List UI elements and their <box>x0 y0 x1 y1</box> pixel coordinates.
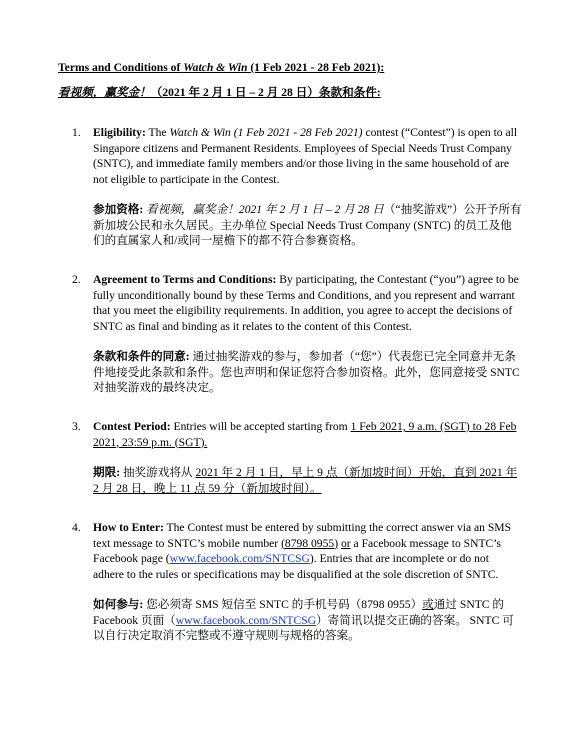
section-number: 1. <box>72 126 81 139</box>
section-text-chinese: 参加资格: 看视频，赢奖金！2021 年 2 月 1 日 – 2 月 28 日（“抽奖游戏”）公开予所有新加坡公民和永久居民。主办单位 Special Needs Trust Company (SNTC) 的员工及他们的直属家人和/或同一屋檐下的都不符合参赛资格。 <box>93 203 522 247</box>
facebook-link[interactable]: www.facebook.com/SNTCSG <box>169 552 310 565</box>
section-text-english: Eligibility: The Watch & Win (1 Feb 2021 - 28 Feb 2021) contest (“Contest”) is open to all Singapore citizens and Permanent Residents. Employees of Special Needs Trust Company (SNTC), and immediate family members and/or those living in the same household of are not eligible to participate in the Contest. <box>93 126 518 186</box>
section-text-english: How to Enter: The Contest must be entered by submitting the correct answer via an SMS text message to SNTC’s mobile number (8798 0955) or a Facebook message to SNTC’s Facebook page (www.facebook.com/SNTCSG). Entries that are incomplete or do not adhere to the rules or specifications may be disqualified at the sole discretion of SNTC. <box>93 521 512 581</box>
section-text-chinese: 如何参与: 您必须寄 SMS 短信至 SNTC 的手机号码（8798 0955）或通过 SNTC 的 Facebook 页面（www.facebook.com/SNTCSG）寄简讯以提交正确的答案。 SNTC 可以自行决定取消不完整或不遵守规则与规格的答案。 <box>93 598 514 642</box>
section-number: 2. <box>72 273 81 286</box>
section-number: 3. <box>72 420 81 433</box>
section-how-to-enter <box>72 520 522 644</box>
section-text-chinese: 条款和条件的同意: 通过抽奖游戏的参与，参加者（“您”）代表您已完全同意并无条件地接受此条款和条件。您也声明和保证您符合参加资格。此外，您同意接受 SNTC 对抽奖游戏的最终决定。 <box>93 350 520 394</box>
section-text-chinese: 期限: 抽奖游戏将从 2021 年 2 月 1 日，早上 9 点（新加坡时间）开始，直到 2021 年 2 月 28 日，晚上 11 点 59 分（新加坡时间）。 <box>93 466 518 495</box>
section-text-english: Agreement to Terms and Conditions: By participating, the Contestant (“you”) agree to be fully unconditionally bound by these Terms and Conditions, and you represent and warrant that you meet the eligibility requirements. In addition, you agree to accept the decisions of SNTC as final and binding as it relates to the content of this Contest. <box>93 273 519 333</box>
document-title-chinese: 看视频，赢奖金！（2021 年 2 月 1 日 – 2 月 28 日）条款和条件: <box>58 86 381 99</box>
section-number: 4. <box>72 521 81 534</box>
section-contest-period <box>72 419 522 496</box>
document-title: Terms and Conditions of Watch & Win (1 Feb 2021 - 28 Feb 2021): <box>58 61 385 74</box>
section-text-english: Contest Period: Entries will be accepted starting from 1 Feb 2021, 9 a.m. (SGT) to 28 Feb 2021, 23:59 p.m. (SGT). <box>93 420 517 449</box>
section-eligibility <box>72 125 522 249</box>
phone-number: (8798 0955) <box>281 536 339 550</box>
facebook-link-chinese[interactable]: www.facebook.com/SNTCSG <box>175 613 317 627</box>
section-agreement <box>72 272 522 396</box>
